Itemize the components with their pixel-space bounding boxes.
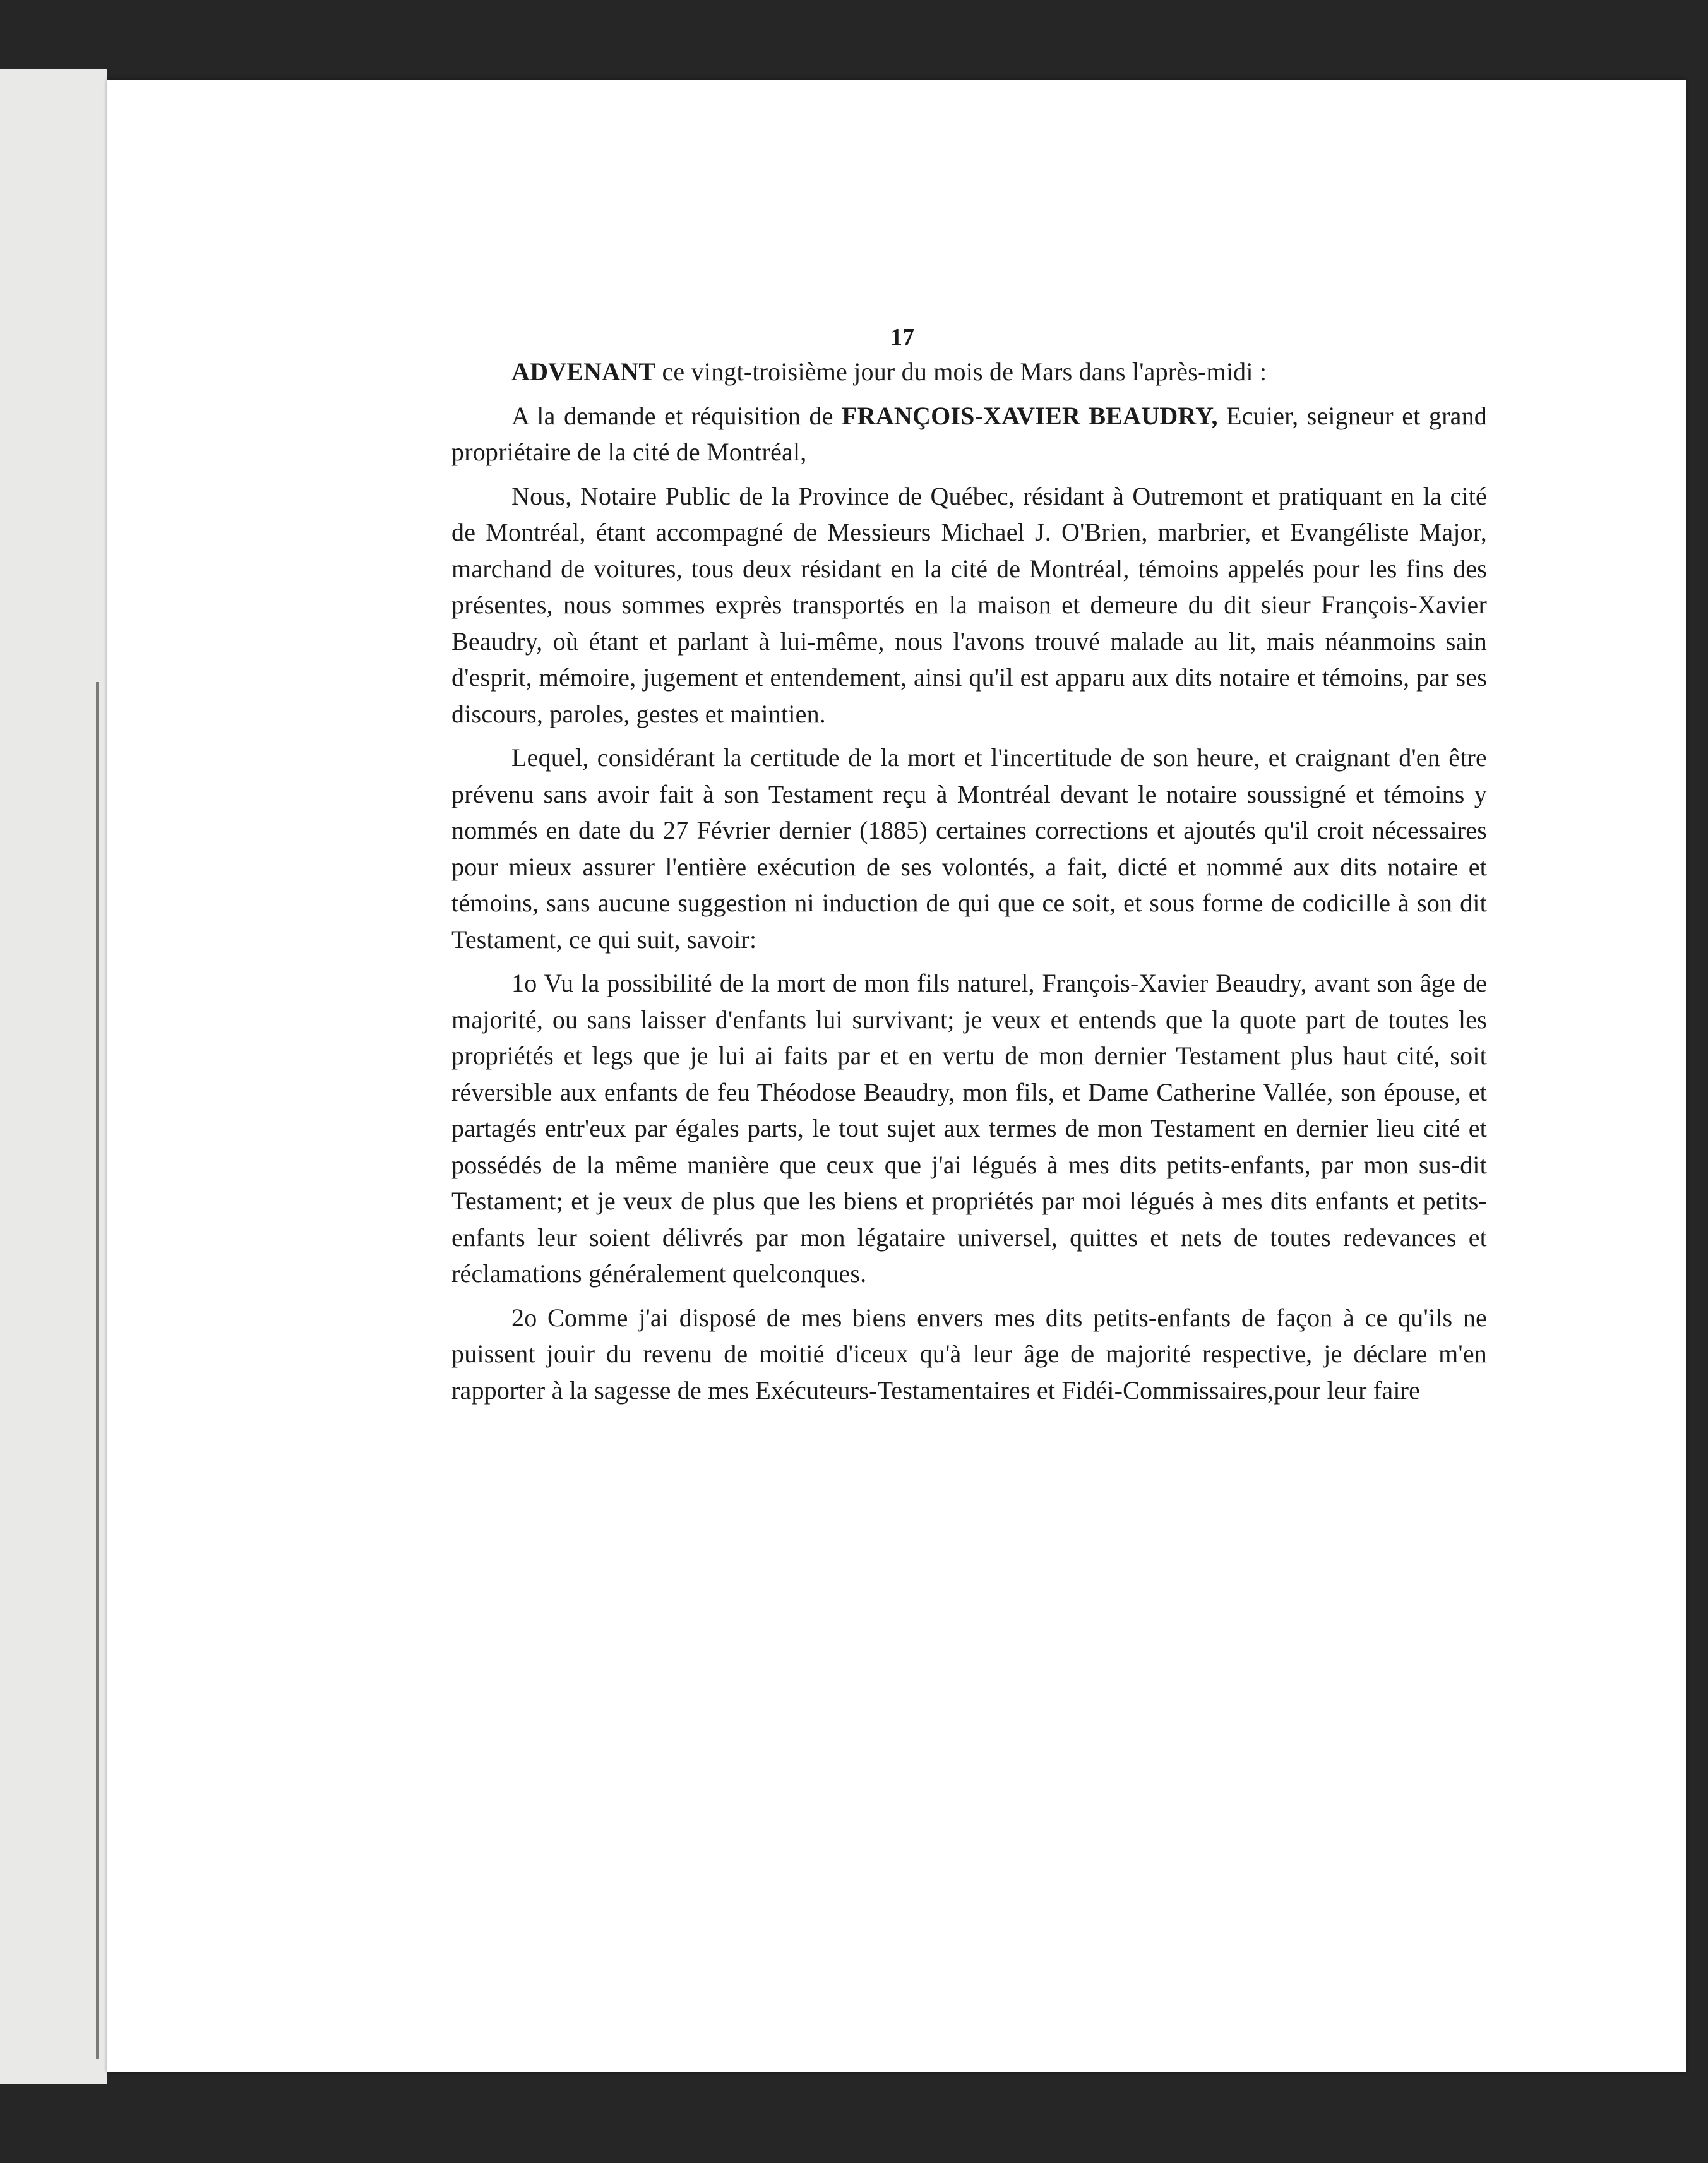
paragraph-article-1: 1o Vu la possibilité de la mort de mon fils naturel, François-Xavier Beaudry, avant son âge de majorité, ou sans laisser d'enfants lui survivant; je veux et entends que la quote part de toutes les propriétés et legs que je lui ai faits par et en vertu de mon dernier Testament plus haut cité, soit réversible aux enfants de feu Théodose Beaudry, mon fils, et Dame Catherine Vallée, son épouse, et partagés entr'eux par égales parts, le tout sujet aux termes de mon Testament en dernier lieu cité et possédés de la même manière que ceux que j'ai légués à mes dits petits-enfants, par mon sus-dit Testament; et je veux de plus que les biens et propriétés par moi légués à mes dits enfants et petits-enfants leur soient délivrés par mon légataire universel, quittes et nets de toutes redevances et réclamations généralement quelconques.	[451, 969, 1487, 1288]
paragraph-demande	[451, 398, 1487, 470]
document-page	[107, 80, 1686, 2072]
facing-page-edge	[0, 69, 107, 2084]
paragraph-lequel: Lequel, considérant la certitude de la mort et l'incertitude de son heure, et craignant d'en être prévenu sans avoir fait à son Testament reçu à Montréal devant le notaire soussigné et témoins y nommés en date du 27 Février dernier (1885) certaines corrections et ajoutés qu'il croit nécessaires pour mieux assurer l'entière exécution de ses volontés, a fait, dicté et nommé aux dits notaire et témoins, sans aucune suggestion ni induction de qui que ce soit, et sous forme de codicille à son dit Testament, ce qui suit, savoir:	[451, 743, 1487, 954]
paragraph-notaire: Nous, Notaire Public de la Province de Québec, résidant à Outremont et pratiquant en la cité de Montréal, étant accompagné de Messieurs Michael J. O'Brien, marbrier, et Evangéliste Major, marchand de voitures, tous deux résidant en la cité de Montréal, témoins appelés pour les fins des présentes, nous sommes exprès transportés en la maison et demeure du dit sieur François-Xavier Beaudry, où étant et parlant à lui-même, nous l'avons trouvé malade au lit, mais néanmoins sain d'esprit, mémoire, jugement et entendement, ainsi qu'il est apparu aux dits notaire et témoins, par ses discours, paroles, gestes et maintien.	[451, 481, 1487, 728]
page-number: 17	[890, 324, 914, 351]
paragraph-text: Ecuier, seigneur et grand propriétaire de la cité de Montréal,	[451, 401, 1487, 466]
paragraph-advenant	[451, 354, 1487, 390]
body-text	[451, 313, 1487, 1416]
paragraph-article-2: 2o Comme j'ai disposé de mes biens envers mes dits petits-enfants de façon à ce qu'ils ne puissent jouir du revenu de moitié d'iceux qu'à leur âge de majorité respective, je déclare m'en rapporter à la sagesse de mes Exécuteurs-Testamentaires et Fidéi-Commissaires,pour leur faire	[451, 1303, 1487, 1405]
paragraph-pre: A la demande et réquisition de	[511, 401, 842, 430]
paragraph-text: ce vingt-troisième jour du mois de Mars dans l'après-midi :	[655, 357, 1267, 386]
testator-name: FRANÇOIS-XAVIER BEAUDRY,	[842, 401, 1218, 430]
paragraph-lead: ADVENANT	[511, 357, 656, 386]
book-gutter	[96, 682, 99, 2059]
